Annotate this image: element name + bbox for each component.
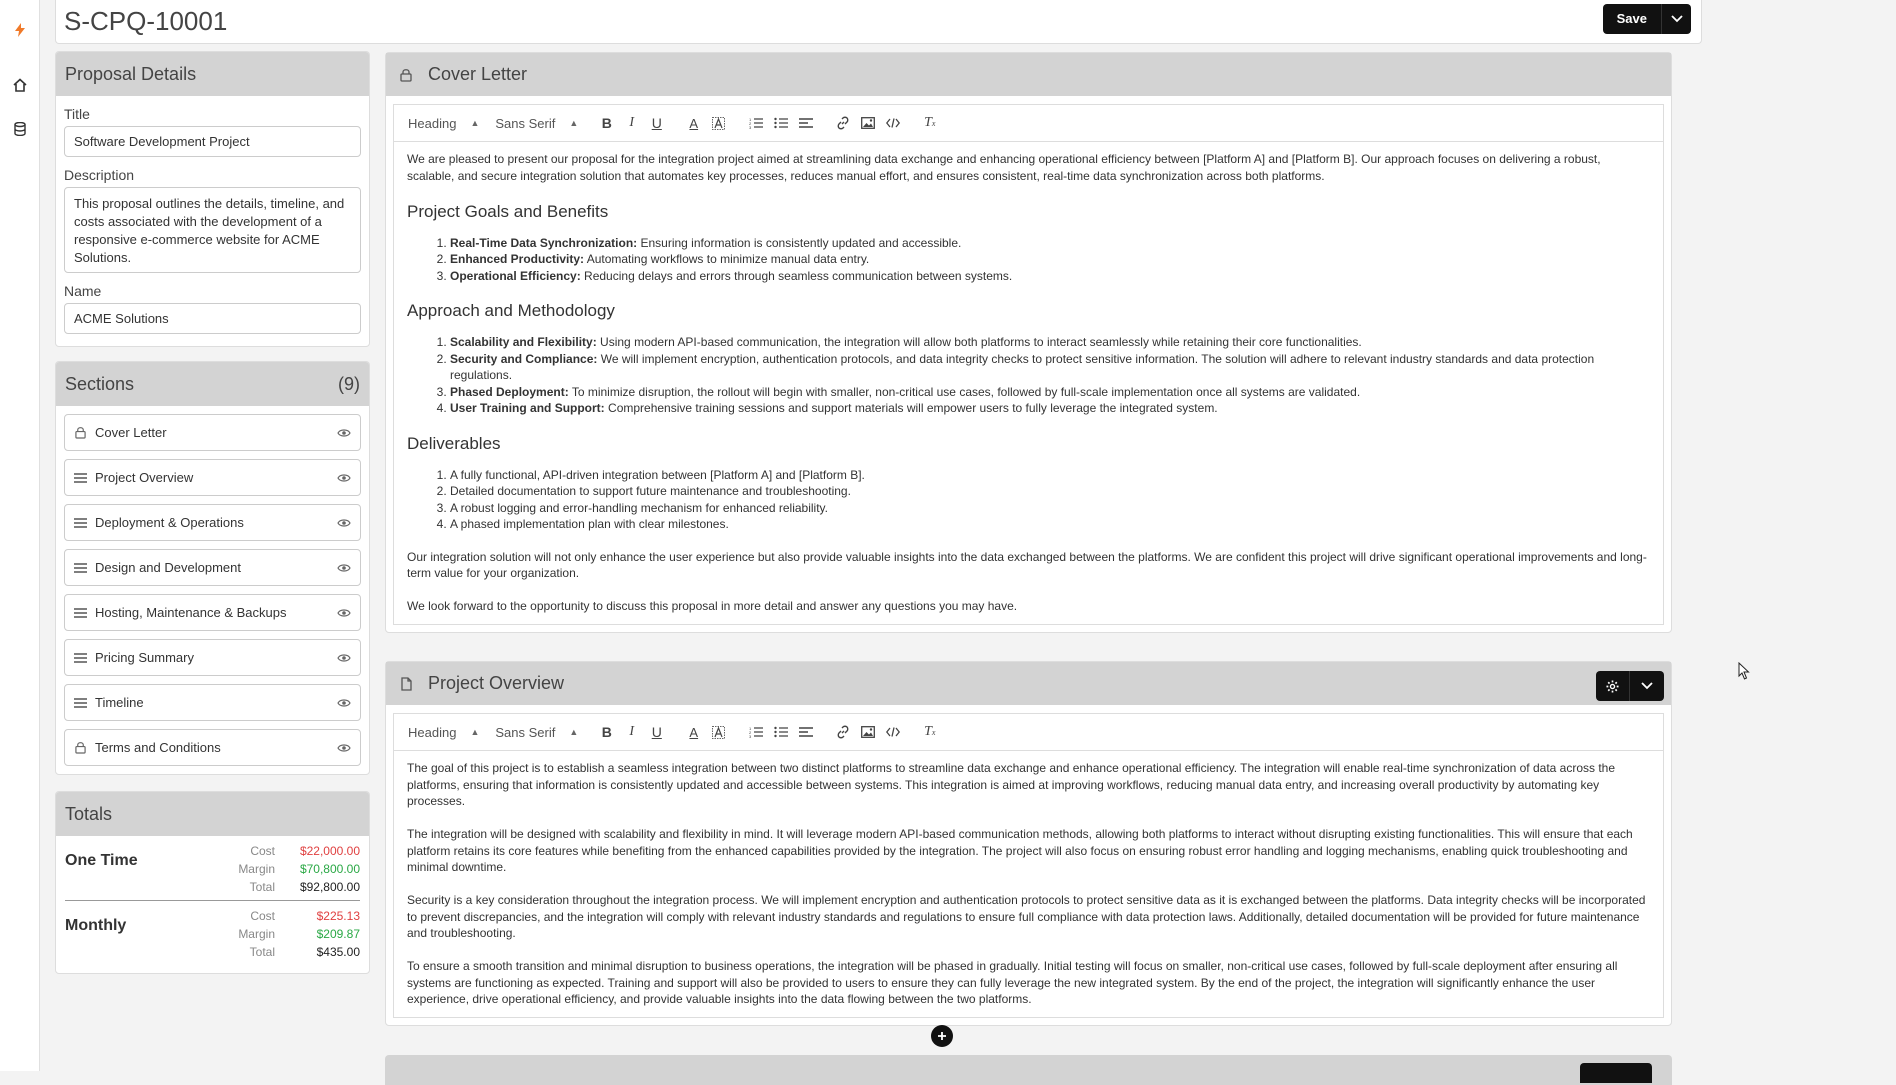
underline-icon[interactable]: U (651, 724, 662, 740)
project-overview-header (386, 662, 1671, 705)
bullet-list-icon[interactable] (768, 722, 793, 742)
totals-heading: Totals (56, 792, 369, 836)
section-item[interactable] (64, 549, 361, 586)
section-item[interactable] (64, 414, 361, 451)
eye-icon[interactable] (336, 607, 352, 619)
section-item-label: Terms and Conditions (95, 740, 221, 755)
proposal-details-card (55, 51, 370, 347)
section-item[interactable] (64, 729, 361, 766)
eye-icon[interactable] (336, 517, 352, 529)
section-item-label: Project Overview (95, 470, 194, 485)
sections-card (55, 361, 370, 775)
bold-icon[interactable]: B (601, 724, 612, 740)
section-item-label: Hosting, Maintenance & Backups (95, 605, 287, 620)
description-field[interactable]: This proposal outlines the details, timeline, and costs associated with the development of a responsive e-commerce website for ACME Solutions. (64, 187, 361, 273)
list-item: 2. Enhanced Productivity: Automating workflows to minimize manual data entry. (450, 251, 1650, 268)
monthly-totals: Monthly Cost $225.13 Margin $209.87 Total $435.00 (65, 909, 360, 959)
sections-count: (9) (338, 373, 360, 394)
lock-icon (73, 741, 87, 755)
monthly-cost: $225.13 (316, 909, 360, 923)
description-label: Description (64, 167, 135, 183)
list-item: 3. Operational Efficiency: Reducing delays and errors through seamless communication between systems. (450, 268, 1650, 285)
home-icon[interactable] (9, 74, 31, 96)
eye-icon[interactable] (336, 652, 352, 664)
text-color-icon[interactable]: A (689, 724, 699, 740)
proposal-details-heading: Proposal Details (56, 52, 369, 96)
link-icon[interactable] (830, 722, 855, 742)
monthly-total: $435.00 (316, 945, 360, 959)
section-item-label: Design and Development (95, 560, 241, 575)
list-item: 1. Scalability and Flexibility: Using modern API-based communication, the integration will allow both platforms to interact seamlessly while retaining their core functionalities. (450, 334, 1650, 351)
align-icon[interactable] (793, 722, 818, 742)
rich-text-editor (393, 713, 1664, 1018)
drag-handle-icon[interactable] (73, 606, 87, 620)
header-bar (55, 0, 1702, 44)
section-item[interactable] (64, 504, 361, 541)
drag-handle-icon[interactable] (73, 651, 87, 665)
eye-icon[interactable] (336, 472, 352, 484)
list-item: 3. Phased Deployment: To minimize disruption, the rollout will begin with smaller, non-critical use cases, followed by full-scale implementation once all systems are validated. (450, 384, 1650, 401)
list-item: 1. Real-Time Data Synchronization: Ensuring information is consistently updated and accessible. (450, 235, 1650, 252)
section-options-button[interactable] (1630, 671, 1664, 701)
svg-text:2: 2 (748, 121, 751, 126)
list-item: 2. Detailed documentation to support future maintenance and troubleshooting. (450, 483, 1650, 500)
monthly-margin: $209.87 (316, 927, 360, 941)
svg-text:3: 3 (748, 734, 751, 738)
one-time-cost: $22,000.00 (299, 844, 360, 858)
bolt-icon[interactable] (9, 19, 31, 41)
heading-select[interactable]: Heading ▲︎ (408, 115, 480, 131)
lock-icon (73, 426, 87, 440)
save-options-button[interactable] (1661, 4, 1691, 34)
clear-format-icon[interactable]: T x (924, 115, 936, 130)
title-label: Title (64, 106, 90, 122)
totals-card (55, 791, 370, 974)
section-item-label: Cover Letter (95, 425, 167, 440)
drag-handle-icon[interactable] (73, 516, 87, 530)
name-label: Name (64, 283, 102, 299)
svg-text:1: 1 (748, 117, 751, 122)
italic-icon[interactable]: I (629, 115, 635, 130)
database-icon[interactable] (9, 118, 31, 140)
code-icon[interactable] (880, 113, 905, 133)
drag-handle-icon[interactable] (73, 471, 87, 485)
eye-icon[interactable] (336, 742, 352, 754)
text-color-icon[interactable]: A (689, 115, 699, 131)
highlight-icon[interactable] (706, 722, 731, 742)
heading-select[interactable]: Heading ▲︎ (408, 724, 480, 740)
editor-content[interactable]: The goal of this project is to establish a seamless integration between two distinct platforms to streamline data exchange and enhance operational efficiency. The integration will enable real-time synchronization of data across the platforms, ensuring that information is consistently updated and accessible between systems. This integration is aimed at improving workflows, reducing manual data entry, and increasing overall productivity by automating key processes. The integration will be designed with scalability and flexibility in mind. It will leverage modern API-based communication methods, allowing both platforms to interact without disrupting existing functionalities. This will ensure that each platform retains its core features while benefiting from the enhanced capabilities provided by the integration. The project will also focus on ensuring robust error handling and logging mechanisms, enabling quick troubleshooting and minimal downtime. Security is a key consideration throughout the integration process. We will implement encryption and authentication protocols to protect sensitive data as it is exchanged between the platforms. Data integrity checks will be incorporated to prevent discrepancies, and the integration will comply with relevant industry standards and regulations to ensure full compliance with data protection laws. Additionally, detailed documentation will be provided for future maintenance and troubleshooting. To ensure a smooth transition and minimal disruption to business operations, the integration will be phased in gradually. Initial testing will focus on smaller, non-critical use cases, followed by full-scale deployment after ensuring all systems are functioning as expected. Training and support will also be provided to users to ensure they can fully leverage the new integrated system. By the end of the project, the integration will significantly enhance the user experience, drive operational efficiency, and provide valuable insights into the data flowing between the two platforms. (407, 761, 1646, 1006)
project-overview-section (385, 661, 1672, 1026)
section-item[interactable] (64, 594, 361, 631)
chevron-down-icon (1671, 15, 1683, 23)
underline-icon[interactable]: U (651, 115, 662, 131)
editor-content[interactable]: We are pleased to present our proposal for the integration project aimed at streamlining data exchange and enhancing operational efficiency between [Platform A] and [Platform B]. Our approach focuses on delivering a robust, scalable, and secure integration solution that automates key processes, reduces manual effort, and ensures consistent, real-time data synchronization across both platforms. Project Goals and Benefits 1. Real-Time Data Synchronization: Ensuring information is consistently updated and accessible. 2. Enhanced Productivity: Automating workflows to minimize manual data entry. 3. Operational Efficiency: Reducing delays and errors through seamless communication between systems. Approach and Methodology 1. Scalability and Flexibility: Using modern API-based communication, the integration will allow both platforms to interact seamlessly while retaining their core functionalities. 2. Security and Compliance: We will implement encryption, authentication protocols, and data integrity checks to protect sensitive information. The solution will adhere to relevant industry standards and data protection regulations. 3. Phased Deployment: To minimize disruption, the rollout will begin with smaller, non-critical use cases, followed by full-scale implementation once all systems are validated. 4. User Training and Support: Comprehensive training sessions and support materials will empower users to fully leverage the integrated system. Deliverables 1. A fully functional, API-driven integration between [Platform A] and [Platform B]. 2. Detailed documentation to support future maintenance and troubleshooting. 3. A robust logging and error-handling mechanism for enhanced reliability. 4. A phased implementation plan with clear milestones. Our integration solution will not only enhance the user experience but also provide valuable insights into the data exchanged between the platforms. We are confident this project will drive significant operational improvements and long-term value for your organization. We look forward to the opportunity to discuss this proposal in more detail and answer any questions you may have. (394, 142, 1663, 624)
cover-letter-header (386, 53, 1671, 96)
name-field[interactable]: ACME Solutions (64, 303, 361, 334)
document-icon (398, 676, 414, 692)
updown-icon: ▲︎ (470, 118, 480, 128)
eye-icon[interactable] (336, 697, 352, 709)
font-select[interactable]: Sans Serif ▲︎ (495, 115, 579, 131)
svg-text:3: 3 (748, 125, 751, 129)
section-item[interactable] (64, 459, 361, 496)
align-icon[interactable] (793, 113, 818, 133)
eye-icon[interactable] (336, 562, 352, 574)
list-item: 2. Security and Compliance: We will implement encryption, authentication protocols, and data integrity checks to protect sensitive information. The solution will adhere to relevant industry standards and data protection regulations. (450, 351, 1650, 384)
page-title: S-CPQ-10001 (64, 6, 228, 36)
section-item-label: Timeline (95, 695, 144, 710)
section-title: Project Overview (428, 673, 565, 693)
bold-icon[interactable]: B (601, 115, 612, 131)
list-item: 3. A robust logging and error-handling mechanism for enhanced reliability. (450, 500, 1650, 517)
editor-toolbar (394, 105, 1663, 142)
drag-handle-icon[interactable] (73, 696, 87, 710)
section-item[interactable] (64, 684, 361, 721)
title-field[interactable]: Software Development Project (64, 126, 361, 157)
rich-text-editor (393, 104, 1664, 625)
left-rail (0, 0, 40, 1071)
one-time-margin: $70,800.00 (299, 862, 360, 876)
ordered-list-icon[interactable] (743, 113, 768, 133)
updown-icon: ▲︎ (470, 727, 480, 737)
sections-list (56, 414, 369, 766)
section-actions[interactable] (1580, 1063, 1652, 1083)
one-time-totals: One Time Cost $22,000.00 Margin $70,800.00 Total $92,800.00 (65, 844, 360, 894)
image-icon[interactable] (855, 113, 880, 133)
section-item-label: Deployment & Operations (95, 515, 244, 530)
save-button-group (1603, 4, 1691, 34)
mouse-cursor-icon (1738, 662, 1750, 685)
updown-icon: ▲︎ (569, 727, 579, 737)
font-select[interactable]: Sans Serif ▲︎ (495, 724, 579, 740)
add-section-button[interactable] (931, 1025, 953, 1047)
list-item: 1. A fully functional, API-driven integration between [Platform A] and [Platform B]. (450, 467, 1650, 484)
sections-heading: Sections (9) (56, 362, 369, 406)
italic-icon[interactable]: I (629, 724, 635, 739)
save-button[interactable]: Save (1616, 11, 1647, 26)
list-item: 4. A phased implementation plan with clear milestones. (450, 516, 1650, 533)
svg-text:1: 1 (748, 726, 751, 731)
eye-icon[interactable] (336, 427, 352, 439)
section-item[interactable] (64, 639, 361, 676)
link-icon[interactable] (830, 113, 855, 133)
highlight-icon[interactable] (706, 113, 731, 133)
editor-toolbar (394, 714, 1663, 751)
chevron-down-icon (1641, 682, 1653, 690)
clear-format-icon[interactable]: T x (924, 724, 936, 739)
lock-icon (398, 67, 414, 83)
plus-icon (937, 1031, 947, 1041)
updown-icon: ▲︎ (569, 118, 579, 128)
code-icon[interactable] (880, 722, 905, 742)
drag-handle-icon[interactable] (73, 561, 87, 575)
section-settings-button[interactable] (1596, 671, 1630, 701)
one-time-total: $92,800.00 (299, 880, 360, 894)
cover-letter-section (385, 52, 1672, 633)
ordered-list-icon[interactable] (743, 722, 768, 742)
section-actions (1596, 671, 1664, 701)
bullet-list-icon[interactable] (768, 113, 793, 133)
list-item: 4. User Training and Support: Comprehensive training sessions and support materials will empower users to fully leverage the integrated system. (450, 400, 1650, 417)
next-section-header (385, 1055, 1672, 1085)
gear-icon (1606, 680, 1619, 693)
image-icon[interactable] (855, 722, 880, 742)
svg-text:2: 2 (748, 730, 751, 735)
section-title: Cover Letter (428, 64, 528, 84)
section-item-label: Pricing Summary (95, 650, 194, 665)
